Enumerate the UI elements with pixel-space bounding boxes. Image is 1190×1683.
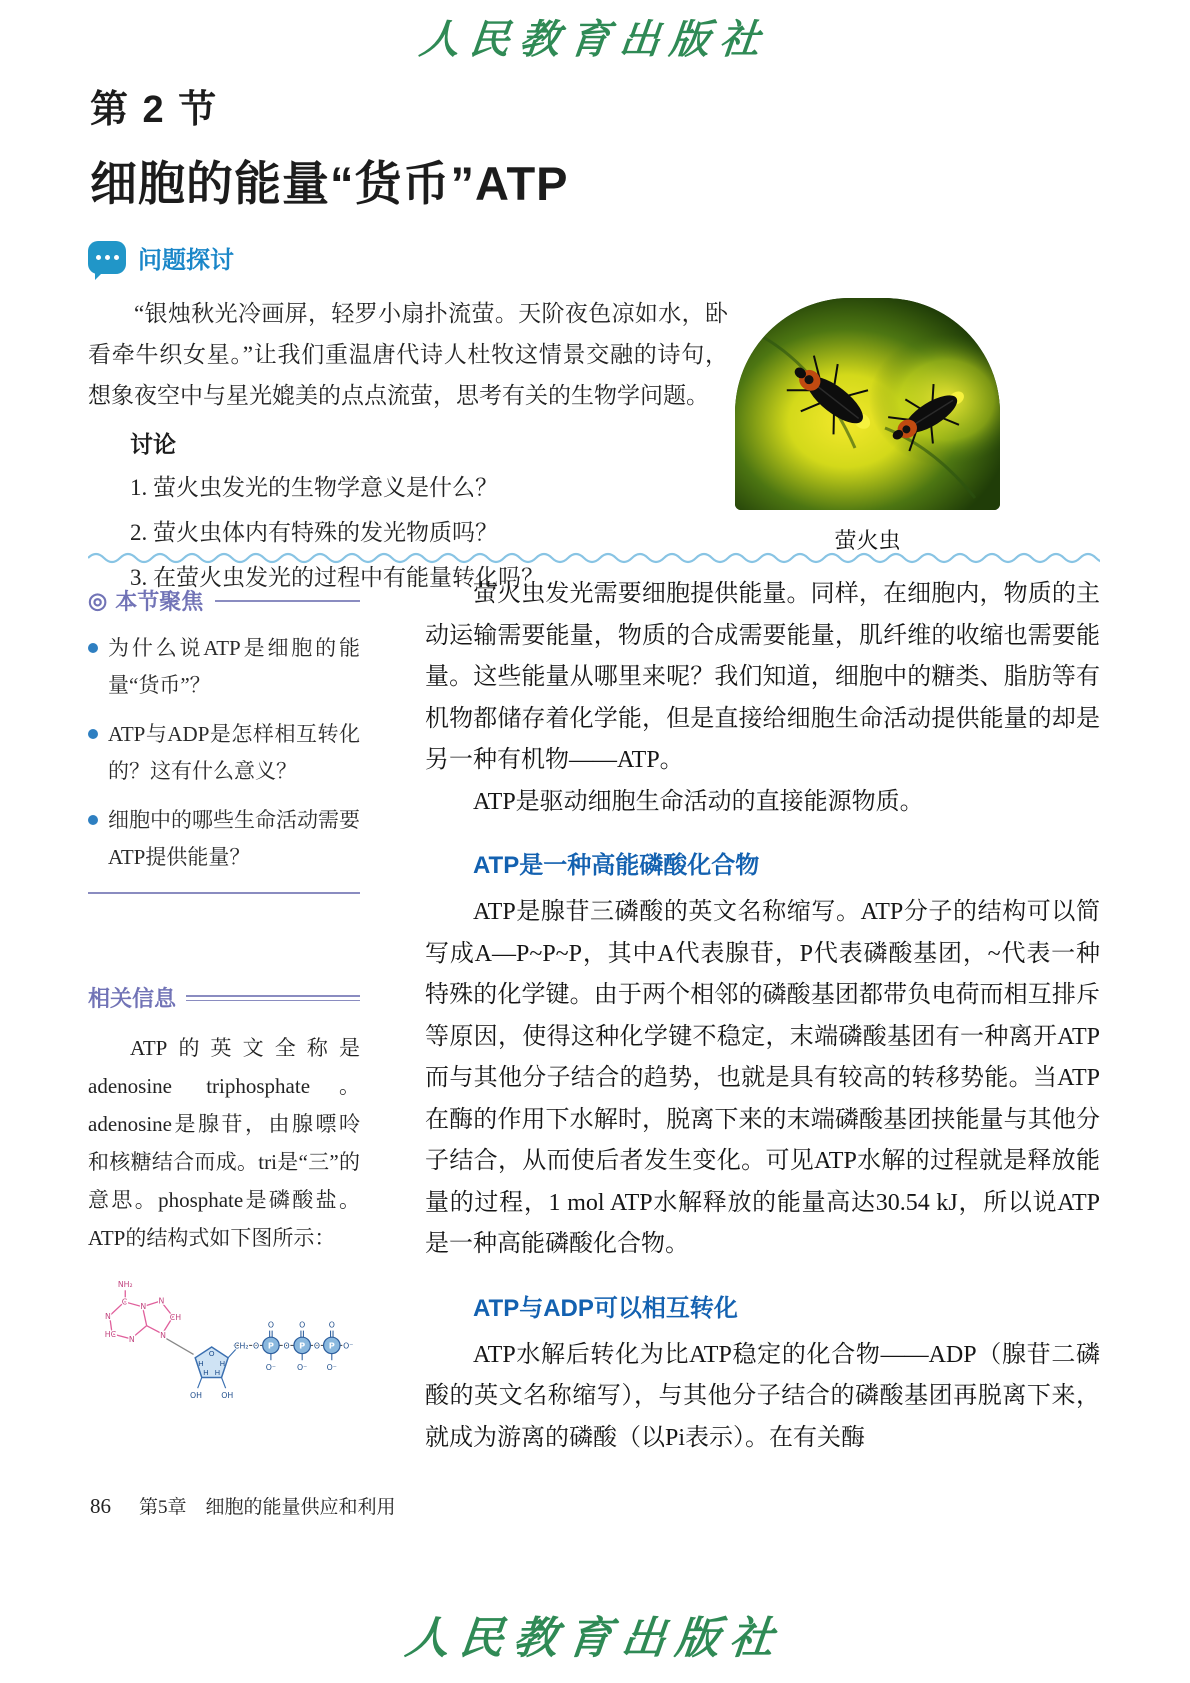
title-block (90, 78, 569, 214)
svg-text:OH: OH (221, 1391, 234, 1401)
svg-text:O⁻: O⁻ (343, 1341, 354, 1351)
focus-header (88, 585, 360, 616)
bullet-icon (88, 815, 98, 825)
svg-text:P: P (267, 1340, 274, 1351)
svg-text:O⁻: O⁻ (265, 1363, 277, 1373)
firefly-figure (735, 298, 1000, 555)
body-paragraph-2: ATP是驱动细胞生命活动的直接能源物质。 (473, 788, 924, 815)
bullet-icon (88, 729, 98, 739)
sidebar (88, 585, 360, 1422)
svg-text:P: P (299, 1340, 306, 1351)
svg-text:CH₂: CH₂ (234, 1341, 249, 1351)
main-text-column (425, 574, 1100, 1459)
focus-item-text: 细胞中的哪些生命活动需要ATP提供能量？ (108, 808, 360, 869)
svg-text:N: N (105, 1312, 111, 1322)
publisher-logo-bottom: 人民教育出版社 (402, 1613, 787, 1664)
related-info-heading: 相关信息 (88, 986, 177, 1011)
svg-text:C: C (121, 1297, 128, 1307)
firefly-photo (735, 298, 1000, 510)
svg-text:O: O (267, 1320, 274, 1330)
question-2: 2. 萤火虫体内有特殊的发光物质吗？ (130, 520, 498, 545)
discussion-label: 讨论 (130, 432, 176, 457)
svg-text:O: O (283, 1341, 290, 1351)
atp-structure-diagram (88, 1273, 360, 1417)
svg-text:N: N (140, 1302, 147, 1312)
section-2-body: ATP水解后转化为比ATP稳定的化合物——ADP（腺苷二磷酸的英文名称缩写），与其他分子结合的磷酸基团再脱离下来，就成为游离的磷酸（以Pi表示）。在有关酶 (425, 1341, 1100, 1451)
svg-text:H: H (219, 1358, 226, 1368)
focus-item-text: ATP与ADP是怎样相互转化的？这有什么意义？ (108, 722, 360, 783)
section-1-body: ATP是腺苷三磷酸的英文名称缩写。ATP分子的结构可以简写成A—P~P~P，其中A代表腺苷，P代表磷酸基团，~代表一种特殊的化学键。由于两个相邻的磷酸基团都带负电荷而相互排斥等原因，使得这种化学键不稳定，末端磷酸基团有一种离开ATP而与其他分子结合的趋势，也就是具有较高的转移势能。当ATP在酶的作用下水解时，脱离下来的末端磷酸基团挟能量与其他分子结合，从而使后者发生变化。可见ATP水解的过程就是释放能量的过程，1 mol ATP水解释放的能量高达30.54 kJ，所以说ATP是一种高能磷酸化合物。 (425, 899, 1100, 1257)
question-3: 3. 在萤火虫发光的过程中有能量转化吗？ (130, 565, 544, 590)
focus-bottom-rule (88, 892, 360, 894)
section-heading-1: ATP是一种高能磷酸化合物 (473, 852, 760, 879)
section-heading-2: ATP与ADP可以相互转化 (473, 1294, 738, 1322)
focus-header-rule (215, 600, 360, 602)
svg-text:H: H (203, 1368, 209, 1378)
svg-text:N: N (128, 1335, 135, 1345)
focus-item (88, 716, 360, 790)
svg-text:O⁻: O⁻ (326, 1363, 337, 1373)
related-info-text: ATP的英文全称是adenosine triphosphate。adenosine是腺苷，由腺嘌呤和核糖结合而成。tri是“三”的意思。phosphate是磷酸盐。ATP的结构式如下图所示： (88, 1036, 360, 1250)
bullet-icon (88, 643, 98, 653)
focus-item-list (88, 630, 360, 876)
chapter-title: 第5章 细胞的能量供应和利用 (139, 1497, 396, 1518)
page-number: 86 (90, 1494, 111, 1518)
poem-intro-paragraph: “银烛秋光冷画屏，轻罗小扇扑流萤。天阶夜色凉如水，卧看牵牛织女星。”让我们重温唐代诗人杜牧这情景交融的诗句，想象夜空中与星光媲美的点点流萤，思考有关的生物学问题。 (88, 301, 728, 408)
svg-text:O: O (328, 1320, 335, 1330)
related-info-header (88, 982, 360, 1013)
focus-item-text: 为什么说ATP是细胞的能量“货币”？ (108, 636, 360, 697)
svg-text:HC: HC (104, 1330, 117, 1340)
focus-item (88, 802, 360, 876)
svg-text:O: O (299, 1320, 306, 1330)
section-number: 第 2 节 (90, 89, 219, 131)
page-title: 细胞的能量“货币”ATP (90, 157, 569, 210)
wavy-divider (88, 550, 1100, 566)
svg-text:CH: CH (169, 1312, 182, 1322)
double-circle-icon: ◎ (88, 587, 108, 613)
svg-text:O: O (313, 1341, 321, 1351)
focus-heading: 本节聚焦 (115, 589, 204, 614)
figure-caption: 萤火虫 (834, 528, 901, 553)
svg-text:O: O (208, 1349, 215, 1359)
problem-discussion-header (88, 240, 728, 275)
svg-text:O: O (253, 1341, 260, 1351)
problem-discussion-title: 问题探讨 (138, 247, 234, 274)
svg-text:N: N (160, 1331, 167, 1341)
svg-text:NH₂: NH₂ (117, 1279, 133, 1289)
question-1: 1. 萤火虫发光的生物学意义是什么？ (130, 475, 498, 500)
focus-item (88, 630, 360, 704)
svg-text:N: N (158, 1296, 165, 1306)
publisher-logo-top: 人民教育出版社 (417, 16, 773, 63)
svg-text:H: H (214, 1368, 221, 1378)
svg-text:H: H (198, 1358, 204, 1368)
speech-bubble-icon (88, 241, 126, 274)
page-footer (90, 1492, 396, 1519)
body-paragraph-1: 萤火虫发光需要细胞提供能量。同样，在细胞内，物质的主动运输需要能量，物质的合成需要能量，肌纤维的收缩也需要能量。这些能量从哪里来呢？我们知道，细胞中的糖类、脂肪等有机物都储存着化学能，但是直接给细胞生命活动提供能量的却是另一种有机物——ATP。 (425, 581, 1100, 773)
svg-text:P: P (328, 1340, 335, 1351)
related-info-section (88, 982, 360, 1422)
svg-text:O⁻: O⁻ (297, 1363, 308, 1373)
related-info-double-rule (186, 995, 360, 1001)
svg-text:OH: OH (190, 1391, 203, 1401)
problem-discussion-section (88, 240, 728, 600)
